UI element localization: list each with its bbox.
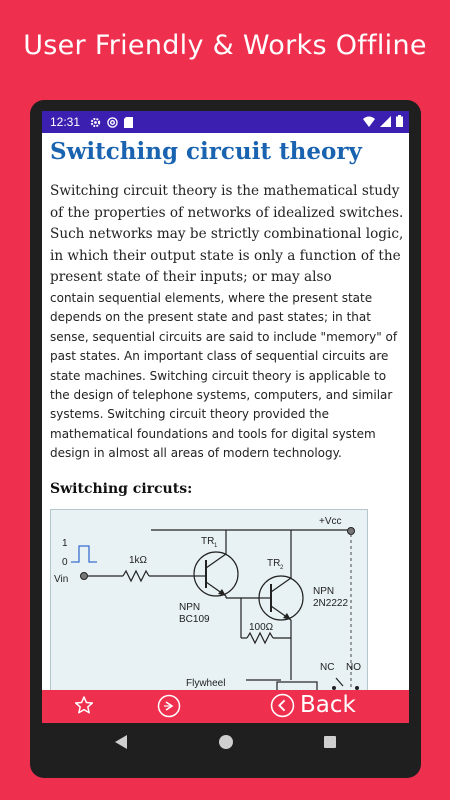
- nav-back-triangle-icon[interactable]: [114, 735, 128, 754]
- article-content[interactable]: [42, 133, 409, 690]
- status-right-icons: [363, 115, 403, 130]
- bottom-action-bar: [42, 690, 409, 723]
- label-vcc: +Vcc: [319, 516, 342, 527]
- label-tr1: TR: [201, 536, 215, 547]
- label-r1: 1kΩ: [129, 555, 148, 566]
- battery-icon: [396, 115, 403, 130]
- phone-screen: [42, 111, 409, 723]
- phone-frame: [30, 100, 421, 778]
- sd-card-icon: [124, 117, 133, 128]
- label-pulse-high: 1: [62, 538, 68, 549]
- label-no: NO: [346, 662, 361, 673]
- nav-home-circle-icon[interactable]: [219, 735, 233, 749]
- label-flywheel: Flywheel: [186, 678, 226, 689]
- label-npn1-a: NPN: [179, 602, 201, 613]
- promo-title: User Friendly & Works Offline: [23, 30, 427, 61]
- label-nc: NC: [320, 662, 335, 673]
- label-tr1-sub: 1: [214, 543, 218, 549]
- back-button-label: Back: [300, 692, 356, 718]
- article-paragraph-intro: Switching circuit theory is the mathematical study of the properties of networks of idealized switches. Such networks may be strictly combinational logic, in which their output state is only a function of the present state of their inputs; or may also: [50, 183, 404, 285]
- back-button[interactable]: [270, 692, 356, 718]
- label-r2: 100Ω: [249, 622, 274, 633]
- circuit-diagram-image: [50, 509, 368, 690]
- label-vin: Vin: [54, 574, 69, 585]
- article-title: Switching circuit theory: [50, 138, 362, 165]
- status-time: 12:31: [50, 115, 81, 129]
- favorite-star-button[interactable]: [74, 695, 94, 720]
- label-tr2-sub: 2: [280, 565, 284, 571]
- label-npn2-a: NPN: [313, 586, 335, 597]
- wifi-icon: [363, 116, 375, 130]
- settings-gear-icon: [90, 117, 101, 128]
- chevron-left-icon: [270, 693, 295, 718]
- label-npn1-b: BC109: [179, 614, 210, 625]
- android-nav-bar: [30, 723, 421, 763]
- section-heading: Switching circuts:: [50, 481, 193, 497]
- share-button[interactable]: [157, 694, 181, 723]
- article-paragraph-body: contain sequential elements, where the present state depends on the present state and past states; in that sense, sequential circuits are said to include "memory" of past states. An important class of sequential circuits are state machines. Switching circuit theory is applicable to the design of telephone systems, computers, and similar systems. Switching circuit theory provided the mathematical foundations and tools for digital system design in almost all areas of modern technology.: [50, 291, 398, 461]
- label-tr2: TR: [267, 558, 281, 569]
- label-npn2-b: 2N2222: [313, 598, 349, 609]
- sync-icon: [107, 117, 118, 128]
- nav-recents-square-icon[interactable]: [324, 736, 336, 748]
- label-pulse-low: 0: [62, 557, 68, 568]
- signal-icon: [380, 116, 391, 130]
- status-bar: [42, 111, 409, 133]
